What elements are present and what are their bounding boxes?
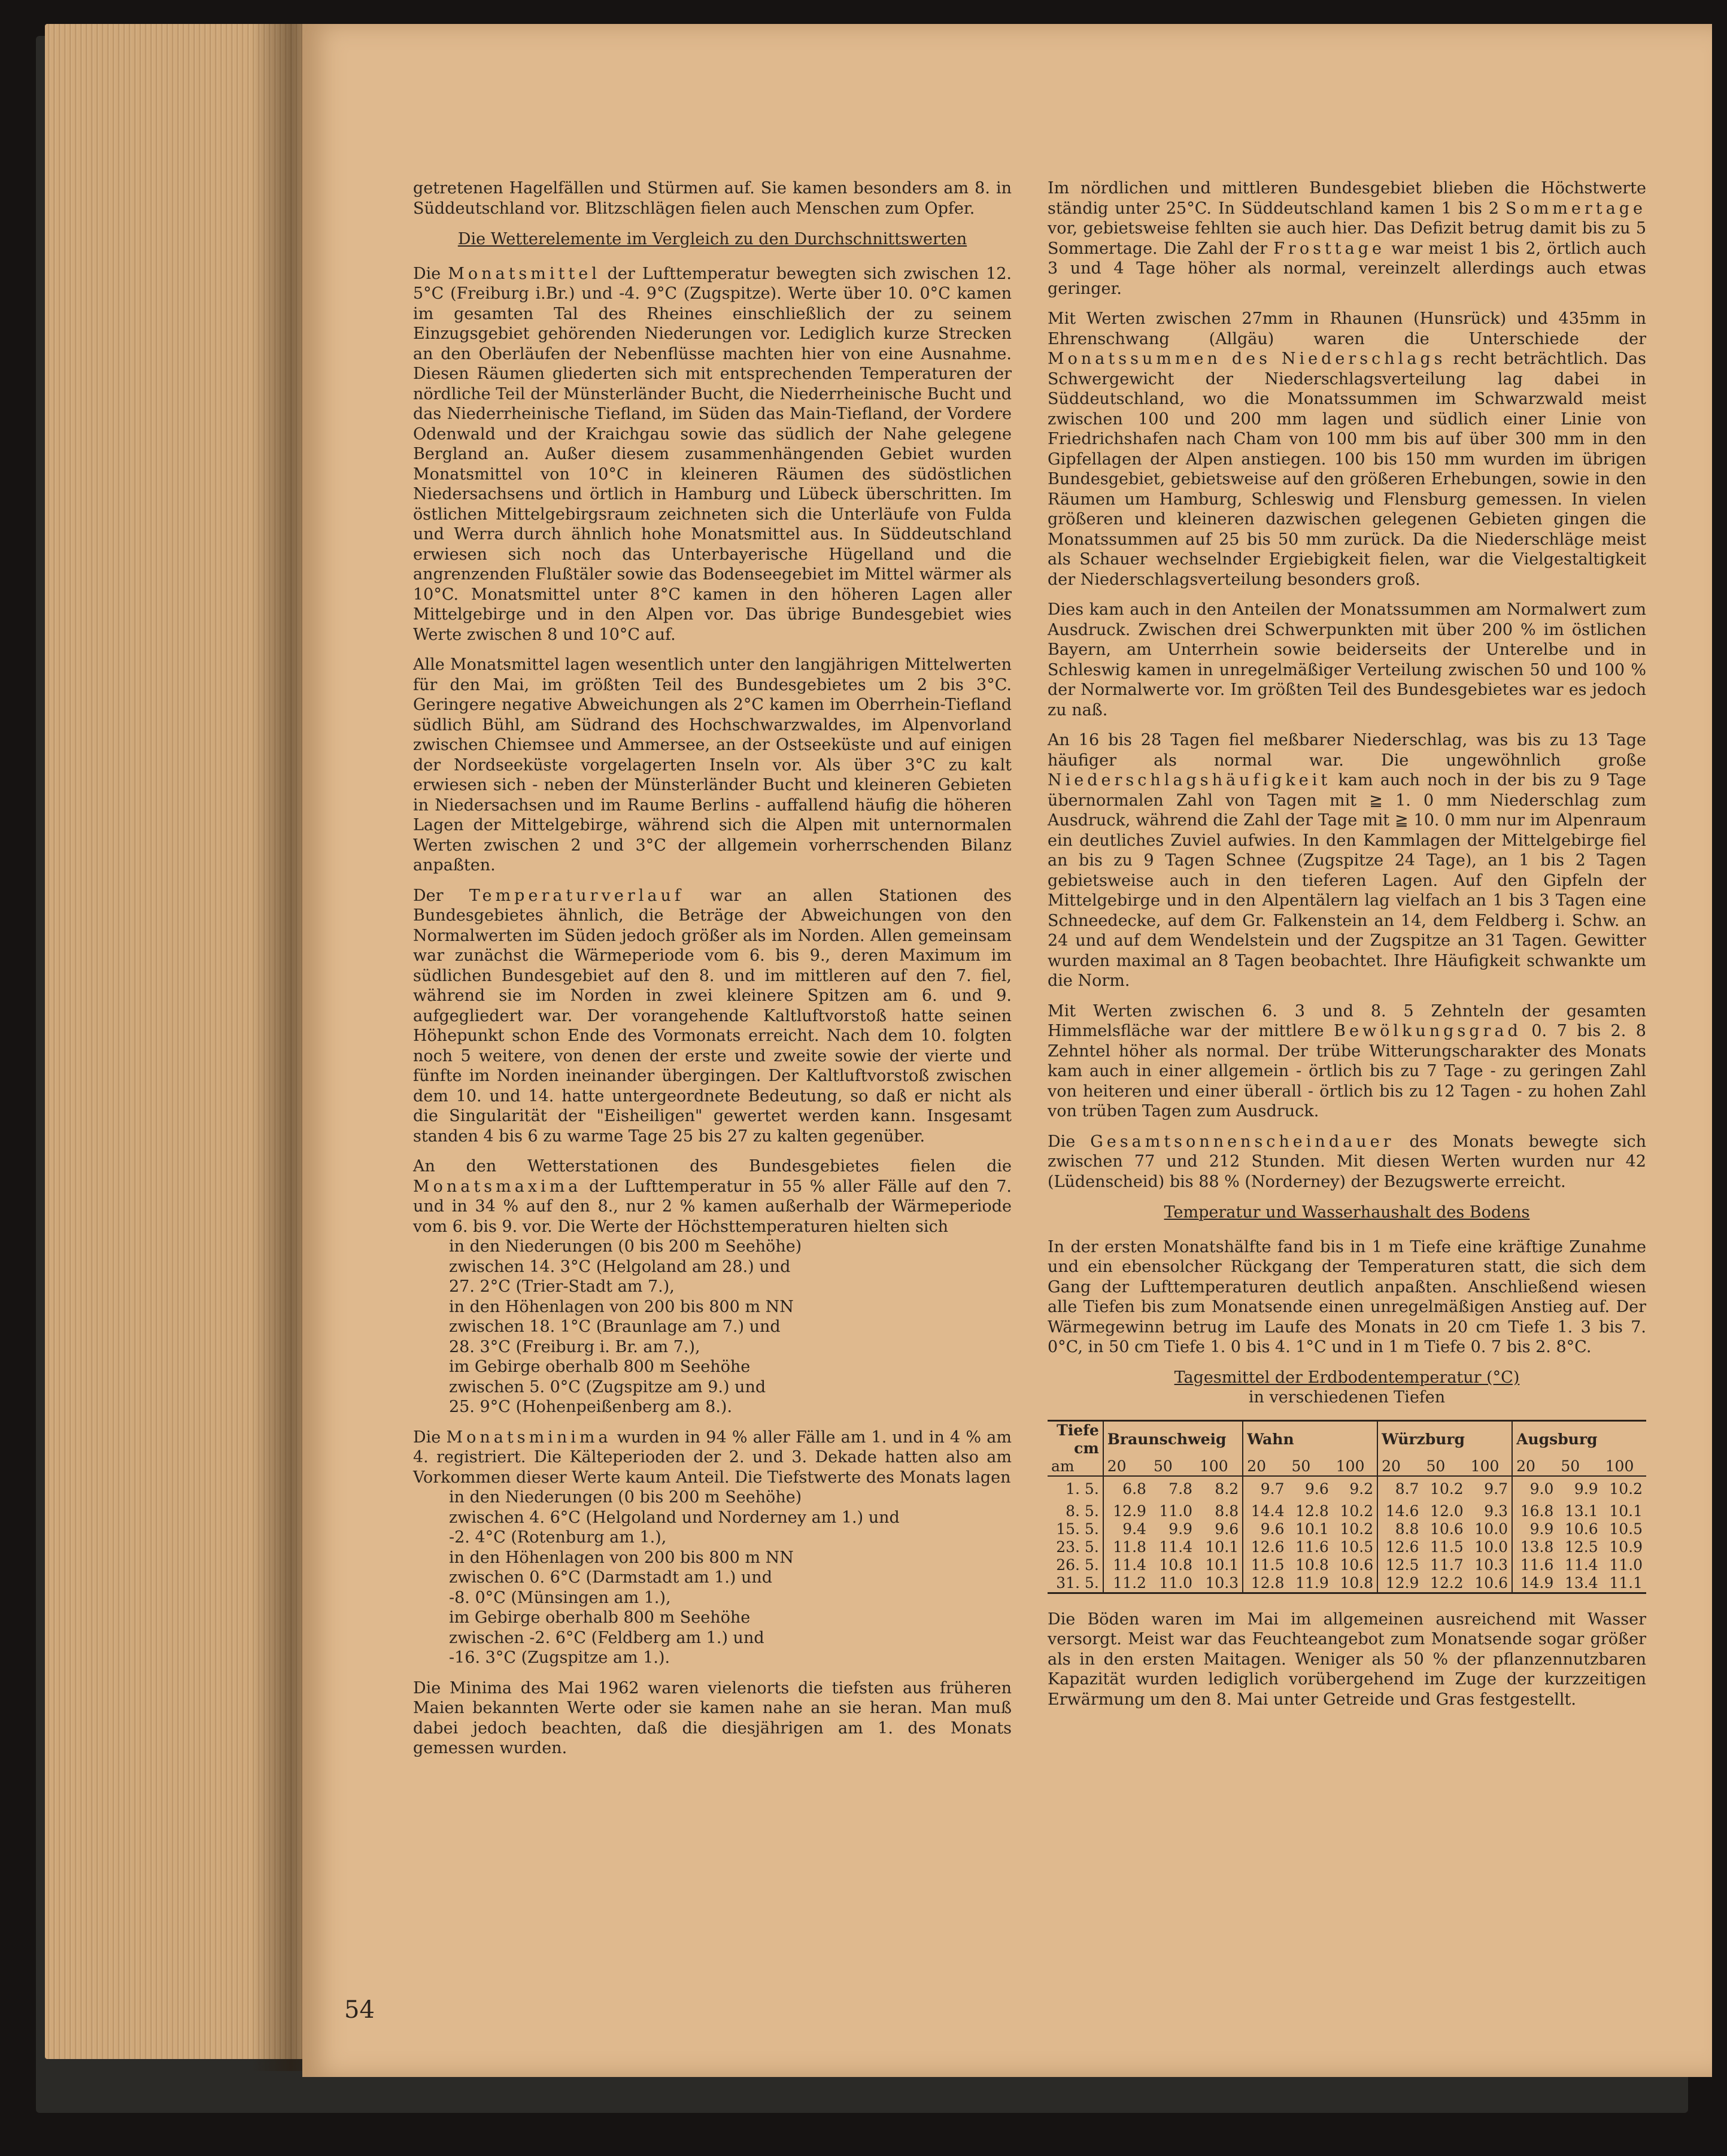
depth-header: 50 <box>1291 1457 1311 1475</box>
value-cell: 9.6 <box>1305 1480 1329 1498</box>
value-cell: 10.1 <box>1205 1538 1239 1556</box>
value-cell: 11.0 <box>1159 1574 1192 1592</box>
list-item: im Gebirge oberhalb 800 m Seehöhe <box>449 1358 751 1376</box>
paragraph: In der ersten Monatshälfte fand bis in 1 m Tiefe eine kräftige Zunahme und ein ebensolcher Rückgang der Temperaturen statt, die sich dem Gang der Lufttemperaturen deutlich anpaßten. Anschließend wiesen alle Tiefen bis zum Monatsende einen unregelmäßigen Anstieg auf. Der Wärmegewinn betrug im Laufe des Monats in 20 cm Tiefe 1. 3 bis 7. 0°C, in 50 cm Tiefe 1. 0 bis 4. 1°C und in 1 m Tiefe 0. 7 bis 2. 8°C. <box>1048 1237 1646 1356</box>
depth-header: 20 <box>1512 1457 1557 1476</box>
value-cell: 13.8 <box>1512 1538 1557 1556</box>
table-row <box>1048 1538 1646 1556</box>
value-cell: 12.5 <box>1564 1538 1598 1556</box>
table-row <box>1048 1556 1646 1574</box>
list-item: in den Höhenlagen von 200 bis 800 m NN <box>449 1297 794 1316</box>
depth-header: 100 <box>1336 1457 1365 1475</box>
value-cell: 10.3 <box>1474 1556 1509 1574</box>
value-cell: 10.8 <box>1295 1556 1329 1574</box>
station-header: Braunschweig <box>1103 1420 1243 1457</box>
value-cell: 13.1 <box>1564 1502 1598 1520</box>
paragraph: An den Wetterstationen des Bundesgebietes fielen die Monatsmaxima der Lufttemperatur in 55 % aller Fälle auf den 7. und in 34 % auf den 8., nur 2 % kamen außerhalb der Wärmeperiode vom 6. bis 9. vor. Die Werte der Höchsttemperaturen hielten sich <box>413 1157 1012 1236</box>
depth-header: 20 <box>1243 1457 1288 1476</box>
value-cell: 10.2 <box>1340 1520 1374 1538</box>
value-cell: 10.1 <box>1295 1520 1329 1538</box>
table-subtitle: in verschiedenen Tiefen <box>1248 1388 1446 1407</box>
paragraph: getretenen Hagelfällen und Stürmen auf. Sie kamen besonders am 8. in Süddeutschland vor. Blitzschlägen fielen auch Menschen zum Opfer. <box>413 179 1012 218</box>
table-row <box>1048 1502 1646 1520</box>
value-cell: 11.4 <box>1564 1556 1598 1574</box>
section-title: Die Wetterelemente im Vergleich zu den Durchschnittswerten <box>457 230 967 248</box>
date-cell: 15. 5. <box>1056 1520 1099 1538</box>
value-cell: 11.4 <box>1103 1556 1150 1574</box>
page-number: 54 <box>344 1996 375 2024</box>
list-item: 28. 3°C (Freiburg i. Br. am 7.), <box>449 1337 700 1356</box>
corner-header <box>1048 1420 1103 1457</box>
value-cell: 9.4 <box>1103 1520 1150 1538</box>
value-cell: 13.4 <box>1564 1574 1598 1592</box>
list-item: zwischen 18. 1°C (Braunlage am 7.) und <box>449 1317 781 1336</box>
value-cell: 12.9 <box>1103 1502 1150 1520</box>
value-cell: 9.6 <box>1243 1520 1288 1538</box>
value-cell: 10.5 <box>1609 1520 1643 1538</box>
value-cell: 10.5 <box>1340 1538 1374 1556</box>
value-cell: 10.9 <box>1609 1538 1643 1556</box>
value-cell: 12.6 <box>1243 1538 1288 1556</box>
value-cell: 7.8 <box>1168 1480 1192 1498</box>
value-cell: 11.5 <box>1430 1538 1464 1556</box>
date-cell: 26. 5. <box>1056 1556 1099 1574</box>
date-cell: 8. 5. <box>1066 1502 1099 1520</box>
value-cell: 11.8 <box>1103 1538 1150 1556</box>
corner-tiefe: Tiefe <box>1057 1421 1099 1439</box>
value-cell: 11.7 <box>1430 1556 1464 1574</box>
value-cell: 10.2 <box>1430 1480 1464 1498</box>
value-cell: 11.0 <box>1159 1502 1192 1520</box>
depth-header: 100 <box>1470 1457 1500 1475</box>
station-header: Wahn <box>1243 1420 1377 1457</box>
list-item: in den Niederungen (0 bis 200 m Seehöhe) <box>449 1237 802 1256</box>
list-item: im Gebirge oberhalb 800 m Seehöhe <box>449 1608 751 1627</box>
list-item: zwischen 14. 3°C (Helgoland am 28.) und <box>449 1257 791 1276</box>
value-cell: 12.5 <box>1377 1556 1422 1574</box>
value-cell: 9.2 <box>1349 1480 1374 1498</box>
value-cell: 14.9 <box>1512 1574 1557 1593</box>
value-cell: 9.9 <box>1574 1480 1598 1498</box>
list-item: zwischen 4. 6°C (Helgoland und Norderney am 1.) und <box>449 1508 900 1527</box>
list-item: -8. 0°C (Münsingen am 1.), <box>449 1588 671 1607</box>
value-cell: 10.6 <box>1474 1574 1509 1592</box>
value-cell: 10.6 <box>1430 1520 1464 1538</box>
list-item: 25. 9°C (Hohenpeißenberg am 8.). <box>449 1398 733 1416</box>
corner-cm: cm <box>1074 1439 1099 1457</box>
min-temperature-list <box>413 1487 1012 1668</box>
value-cell: 16.8 <box>1512 1502 1557 1520</box>
value-cell: 12.0 <box>1430 1502 1464 1520</box>
value-cell: 10.1 <box>1205 1556 1239 1574</box>
paragraph: Die Gesamtsonnenscheindauer des Monats bewegte sich zwischen 77 und 212 Stunden. Mit diesen Werten wurden nur 42 (Lüdenscheid) bis 88 % (Norderney) der Bezugswerte erreicht. <box>1048 1132 1647 1191</box>
paragraph: Die Böden waren im Mai im allgemeinen ausreichend mit Wasser versorgt. Meist war das Feuchteangebot zum Monatsende sogar größer als in den ersten Maitagen. Weniger als 50 % der pflanzennutzbaren Kapazität wurden lediglich vorübergehend im Zuge der kurzzeitigen Erwärmung um den 8. Mai unter Getreide und Gras festgestellt. <box>1048 1610 1646 1709</box>
list-item: in den Niederungen (0 bis 200 m Seehöhe) <box>449 1488 802 1507</box>
date-cell: 1. 5. <box>1066 1480 1099 1498</box>
table-body <box>1048 1476 1646 1593</box>
value-cell: 12.6 <box>1377 1538 1422 1556</box>
list-item: zwischen -2. 6°C (Feldberg am 1.) und <box>449 1628 764 1647</box>
left-column <box>413 178 1012 1769</box>
value-cell: 10.8 <box>1159 1556 1192 1574</box>
list-item: zwischen 5. 0°C (Zugspitze am 9.) und <box>449 1377 766 1396</box>
depth-header: 20 <box>1377 1457 1422 1476</box>
depth-header: 50 <box>1426 1457 1446 1475</box>
corner-am: am <box>1051 1457 1075 1475</box>
depth-header: 50 <box>1561 1457 1580 1475</box>
section-title: Temperatur und Wasserhaushalt des Bodens <box>1164 1203 1530 1222</box>
paragraph: Mit Werten zwischen 6. 3 und 8. 5 Zehnteln der gesamten Himmelsfläche war der mittlere Bewölkungsgrad 0. 7 bis 2. 8 Zehntel höher als normal. Der trübe Witterungscharakter des Monats kam auch in einer allgemein - örtlich bis zu 7 Tage - zu geringen Zahl von heiteren und einer überall - örtlich bis zu 12 Tagen - zu hohen Zahl von trüben Tagen zum Ausdruck. <box>1048 1001 1646 1120</box>
list-item: in den Höhenlagen von 200 bis 800 m NN <box>449 1548 794 1567</box>
value-cell: 14.4 <box>1243 1502 1288 1520</box>
depth-header: 20 <box>1103 1457 1150 1476</box>
value-cell: 11.4 <box>1159 1538 1192 1556</box>
depth-header: 100 <box>1605 1457 1634 1475</box>
right-column <box>1048 178 1646 1720</box>
value-cell: 10.1 <box>1609 1502 1643 1520</box>
value-cell: 9.9 <box>1168 1520 1192 1538</box>
value-cell: 11.5 <box>1243 1556 1288 1574</box>
table-title: Tagesmittel der Erdbodentemperatur (°C) <box>1174 1368 1520 1387</box>
list-item: 27. 2°C (Trier-Stadt am 7.), <box>449 1277 675 1296</box>
date-cell: 31. 5. <box>1056 1574 1099 1592</box>
paragraph: Mit Werten zwischen 27mm in Rhaunen (Hunsrück) und 435mm in Ehrenschwang (Allgäu) waren die Unterschiede der Monatssummen des Niederschlags recht beträchtlich. Das Schwergewicht der Niederschlagsverteilung lag dabei in Süddeutschland, wo die Monatssummen im Schwarzwald meist zwischen 100 und 200 mm lagen und südlich einer Linie von Friedrichshafen nach Cham von 100 mm bis auf über 300 mm in den Gipfellagen der Alpen anstiegen. 100 bis 150 mm wurden im übrigen Bundesgebiet, gebietsweise auf den größeren Erhebungen, sowie in den Räumen um Hamburg, Schleswig und Flensburg gemessen. In vielen größeren und kleineren dazwischen gelegenen Gebieten gingen die Monatssummen auf 25 bis 50 mm zurück. Da die Niederschläge meist als Schauer wechselnder Ergiebigkeit fielen, war die Vielgestaltigkeit der Niederschlagsverteilung besonders groß. <box>1048 309 1646 589</box>
value-cell: 10.6 <box>1340 1556 1374 1574</box>
value-cell: 6.8 <box>1103 1476 1150 1502</box>
station-header: Würzburg <box>1377 1420 1512 1457</box>
depth-header: 50 <box>1153 1457 1173 1475</box>
paragraph: Die Monatsmittel der Lufttemperatur bewegten sich zwischen 12. 5°C (Freiburg i.Br.) und -4. 9°C (Zugspitze). Werte über 10. 0°C kamen im gesamten Tal des Rheines einschließlich der zu seinem Einzugsgebiet gehörenden Niederungen vor. Lediglich kurze Strecken an den Oberläufen der Nebenflüsse machten hier von eine Ausnahme. Diesen Räumen gliederten sich mit entsprechenden Temperaturen der nördliche Teil der Münsterländer Bucht, die Niederrheinische Bucht und das Niederrheinische Tiefland, im Süden das Main-Tiefland, der Vordere Odenwald und der Kraichgau sowie das südlich der Nahe gelegene Bergland an. Außer diesem zusammenhängenden Gebiet wurden Monatsmittel von 10°C in kleineren Räumen des südöstlichen Niedersachsens und örtlich in Hamburg und Lübeck überschritten. Im östlichen Mittelgebirgsraum zeichneten sich die Unterläufe von Fulda und Werra durch ähnlich hohe Monatsmittel aus. In Süddeutschland erwiesen sich noch das Unterbayerische Hügelland und die angrenzenden Flußtäler sowie das Bodenseegebiet im Mittel wärmer als 10°C. Monatsmittel unter 8°C kamen in den höheren Lagen aller Mittelgebirge und in den Alpen vor. Das übrige Bundesgebiet wies Werte zwischen 8 und 10°C auf. <box>413 264 1012 644</box>
value-cell: 11.6 <box>1295 1538 1329 1556</box>
value-cell: 8.2 <box>1215 1480 1239 1498</box>
paragraph: Die Monatsminima wurden in 94 % aller Fälle am 1. und in 4 % am 4. registriert. Die Kälteperioden der 2. und 3. Dekade hatten also am Vorkommen dieser Werte kaum Anteil. Die Tiefstwerte des Monats lagen <box>413 1428 1012 1487</box>
value-cell: 12.9 <box>1377 1574 1422 1593</box>
value-cell: 11.2 <box>1103 1574 1150 1593</box>
table-row <box>1048 1476 1646 1502</box>
value-cell: 9.0 <box>1512 1476 1557 1502</box>
paragraph: Dies kam auch in den Anteilen der Monatssummen am Normalwert zum Ausdruck. Zwischen drei Schwerpunkten mit über 200 % im östlichen Bayern, am Unterrhein sowie beiderseits der Unterelbe und in Schleswig kamen in unregelmäßiger Verteilung zwischen 50 und 100 % der Normalwerte vor. Im größten Teil des Bundesgebietes war es jedoch zu naß. <box>1048 600 1646 719</box>
value-cell: 8.7 <box>1377 1476 1422 1502</box>
table-header-row <box>1048 1420 1646 1457</box>
list-item: zwischen 0. 6°C (Darmstadt am 1.) und <box>449 1568 773 1587</box>
table-row <box>1048 1574 1646 1593</box>
paragraph: Im nördlichen und mittleren Bundesgebiet blieben die Höchstwerte ständig unter 25°C. In Süddeutschland kamen 1 bis 2 Sommertage vor, gebietsweise fehlten sie auch hier. Das Defizit betrug damit bis zu 5 Sommertage. Die Zahl der Frosttage war meist 1 bis 2, örtlich auch 3 und 4 Tage höher als normal, vereinzelt allerdings auch etwas geringer. <box>1048 179 1646 298</box>
value-cell: 9.7 <box>1484 1480 1509 1498</box>
value-cell: 10.0 <box>1474 1538 1509 1556</box>
paragraph: Der Temperaturverlauf war an allen Stationen des Bundesgebietes ähnlich, die Beträge der Abweichungen von den Normalwerten im Süden jedoch größer als im Norden. Allen gemeinsam war zunächst die Wärmeperiode vom 6. bis 9., deren Maximum im südlichen Bundesgebiet auf den 8. und im mittleren auf den 7. fiel, während sie im Norden in zwei kleinere Spitzen am 6. und 9. aufgegliedert war. Der vorangehende Kaltluftvorstoß hatte seinen Höhepunkt schon Ende des Vormonats erreicht. Nach dem 10. folgten noch 5 weitere, von denen der erste und zweite sowie der vierte und fünfte im Norden ineinander übergingen. Der Kaltluftvorstoß zwischen dem 10. und 14. hatte untergeordnete Bedeutung, so daß er nicht als die Singularität der "Eisheiligen" gewertet werden kann. Insgesamt standen 4 bis 6 zu warme Tage 25 bis 27 zu kalten gegenüber. <box>413 886 1012 1146</box>
value-cell: 11.9 <box>1295 1574 1329 1592</box>
value-cell: 11.6 <box>1512 1556 1557 1574</box>
value-cell: 10.8 <box>1340 1574 1374 1592</box>
list-item: -16. 3°C (Zugspitze am 1.). <box>449 1648 670 1667</box>
value-cell: 11.0 <box>1609 1556 1643 1574</box>
value-cell: 12.8 <box>1243 1574 1288 1593</box>
value-cell: 11.1 <box>1609 1574 1643 1592</box>
value-cell: 9.9 <box>1512 1520 1557 1538</box>
value-cell: 9.6 <box>1215 1520 1239 1538</box>
paragraph: Alle Monatsmittel lagen wesentlich unter den langjährigen Mittelwerten für den Mai, im größten Teil des Bundesgebietes um 2 bis 3°C. Geringere negative Abweichungen als 2°C kamen im Oberrhein-Tiefland südlich Bühl, am Südrand des Hochschwarzwaldes, im Alpenvorland zwischen Chiemsee und Ammersee, an der Ostseeküste und auf einigen der Nordseeküste vorgelagerten Inseln vor. Als über 3°C zu kalt erwiesen sich - neben der Münsterländer Bucht und kleineren Gebieten in Niedersachsen und im Raume Berlins - auffallend häufig die höheren Lagen der Mittelgebirge, während sich die Alpen mit unternormalen Werten zwischen 2 und 3°C der allgemein vorherrschenden Bilanz anpaßten. <box>413 655 1012 874</box>
paragraph: Die Minima des Mai 1962 waren vielenorts die tiefsten aus früheren Maien bekannten Werte oder sie kamen nahe an sie heran. Man muß dabei jedoch beachten, daß die diesjährigen am 1. des Monats gemessen wurden. <box>413 1678 1012 1757</box>
date-cell: 23. 5. <box>1056 1538 1099 1556</box>
value-cell: 8.8 <box>1215 1502 1239 1520</box>
value-cell: 9.3 <box>1484 1502 1509 1520</box>
document-page <box>302 24 1712 2077</box>
value-cell: 10.3 <box>1205 1574 1239 1592</box>
value-cell: 8.8 <box>1377 1520 1422 1538</box>
station-header: Augsburg <box>1512 1420 1646 1457</box>
value-cell: 10.2 <box>1340 1502 1374 1520</box>
value-cell: 9.7 <box>1243 1476 1288 1502</box>
value-cell: 10.2 <box>1609 1480 1643 1498</box>
value-cell: 12.8 <box>1295 1502 1329 1520</box>
table-row <box>1048 1520 1646 1538</box>
value-cell: 10.0 <box>1474 1520 1509 1538</box>
value-cell: 14.6 <box>1377 1502 1422 1520</box>
table-depth-row <box>1048 1457 1646 1476</box>
paragraph: An 16 bis 28 Tagen fiel meßbarer Niederschlag, was bis zu 13 Tage häufiger als normal war. Die ungewöhnlich große Niederschlagshäufigkeit kam auch noch in der bis zu 9 Tage übernormalen Zahl von Tagen mit ≧ 1. 0 mm Niederschlag zum Ausdruck, während die Zahl der Tage mit ≧ 10. 0 mm nur im Alpenraum ein deutliches Zuviel aufwies. In den Kammlagen der Mittelgebirge fiel an bis zu 9 Tagen Schnee (Zugspitze 24 Tage), an 1 bis 2 Tagen gebietsweise auch in den tieferen Lagen. Auf den Gipfeln der Mittelgebirge und in den Alpentälern lag vielfach an 1 bis 3 Tagen eine Schneedecke, auf dem Gr. Falkenstein an 14, dem Feldberg i. Schw. an 24 und auf dem Wendelstein und der Zugspitze an 31 Tagen. Gewitter wurden maximal an 8 Tagen beobachtet. Ihre Häufigkeit schwankte um die Norm. <box>1048 731 1646 990</box>
depth-header: 100 <box>1200 1457 1228 1475</box>
value-cell: 10.6 <box>1564 1520 1598 1538</box>
soil-temperature-table <box>1048 1420 1646 1594</box>
list-item: -2. 4°C (Rotenburg am 1.), <box>449 1528 667 1547</box>
max-temperature-list <box>413 1237 1012 1417</box>
value-cell: 12.2 <box>1430 1574 1464 1592</box>
